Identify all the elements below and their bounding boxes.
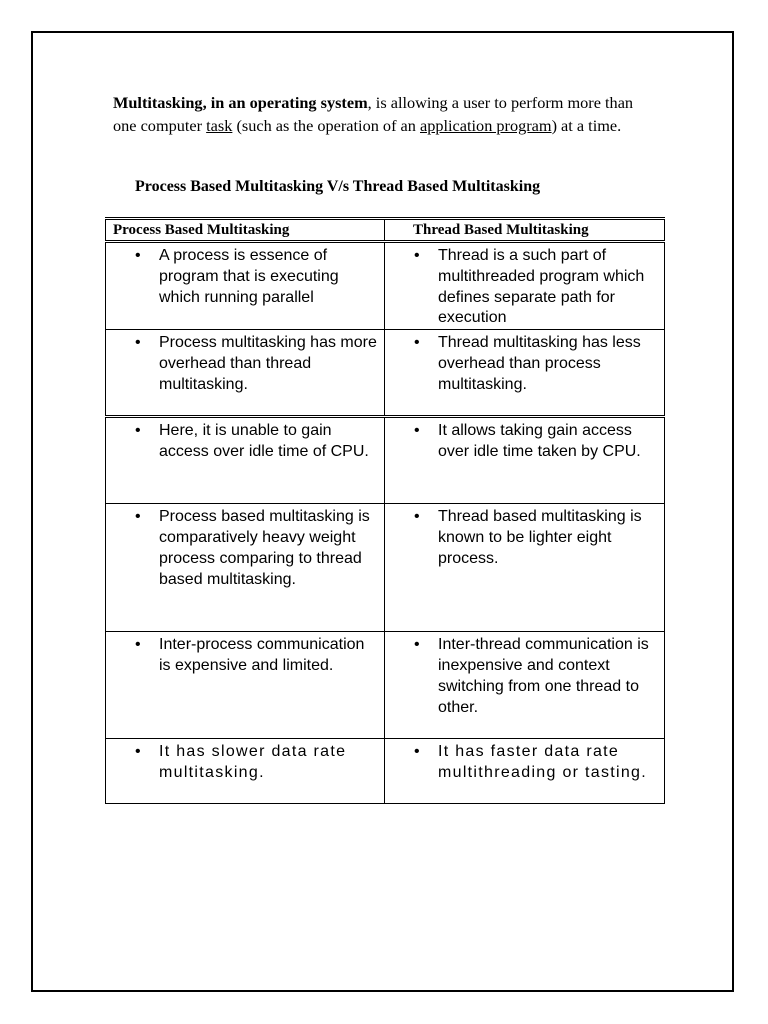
table-cell	[385, 632, 665, 739]
cell-text: Process based multitasking is comparatively heavy weight process comparing to thread based multitasking.	[159, 508, 370, 588]
bullet-icon: •	[414, 743, 421, 761]
table-cell	[106, 330, 385, 417]
cell-text: It has faster data rate multithreading or tasting.	[438, 743, 648, 781]
task-link[interactable]: task	[206, 115, 233, 135]
cell-text: Thread is a such part of multithreaded program which defines separate path for execution	[438, 247, 645, 327]
table-cell	[385, 242, 665, 330]
comparison-heading: Process Based Multitasking V/s Thread Based Multitasking	[135, 178, 541, 195]
intro-text-3: ) at a time.	[551, 115, 622, 135]
table-row	[106, 242, 665, 330]
bullet-icon: •	[414, 247, 420, 264]
table-cell	[106, 632, 385, 739]
bullet-icon: •	[414, 334, 420, 352]
cell-text: Inter-process communication is expensive and limited.	[159, 636, 365, 674]
intro-bold-lead: Multitasking, in an operating system	[113, 93, 368, 112]
table-cell	[106, 242, 385, 330]
bullet-icon: •	[135, 636, 141, 654]
cell-text: Thread based multitasking is known to be lighter eight process.	[438, 508, 642, 567]
table-row	[106, 417, 665, 504]
cell-text: It allows taking gain access over idle time taken by CPU.	[438, 422, 641, 460]
bullet-icon: •	[135, 743, 142, 761]
intro-paragraph	[113, 92, 653, 137]
header-process: Process Based Multitasking	[106, 219, 385, 242]
table-cell	[385, 504, 665, 632]
bullet-icon: •	[135, 508, 141, 526]
application-program-link[interactable]: application program	[420, 115, 552, 135]
comparison-table	[105, 217, 665, 804]
cell-text: Inter-thread communication is inexpensive and context switching from one thread to other.	[438, 636, 649, 716]
bullet-icon: •	[414, 422, 420, 440]
bullet-icon: •	[414, 508, 420, 526]
table-row	[106, 504, 665, 632]
cell-text: Here, it is unable to gain access over idle time of CPU.	[159, 422, 369, 460]
intro-text-1: , is allowing a user to perform more than one computer	[113, 93, 634, 135]
cell-text: Process multitasking has more overhead than thread multitasking.	[159, 334, 377, 393]
table-header-row	[106, 219, 665, 242]
table-cell	[106, 504, 385, 632]
bullet-icon: •	[135, 334, 141, 352]
table-row	[106, 330, 665, 417]
table-row	[106, 739, 665, 804]
intro-text-2: (such as the operation of an	[232, 115, 420, 135]
cell-text: A process is essence of program that is executing which running parallel	[159, 247, 339, 306]
table-cell	[106, 417, 385, 504]
cell-text: It has slower data rate multitasking.	[159, 743, 347, 781]
table-cell	[385, 417, 665, 504]
bullet-icon: •	[135, 422, 141, 440]
header-thread: Thread Based Multitasking	[385, 219, 665, 242]
table-cell	[106, 739, 385, 804]
table-row	[106, 632, 665, 739]
bullet-icon: •	[135, 247, 141, 264]
cell-text: Thread multitasking has less overhead than process multitasking.	[438, 334, 641, 393]
table-cell	[385, 330, 665, 417]
table-cell	[385, 739, 665, 804]
bullet-icon: •	[414, 636, 420, 654]
